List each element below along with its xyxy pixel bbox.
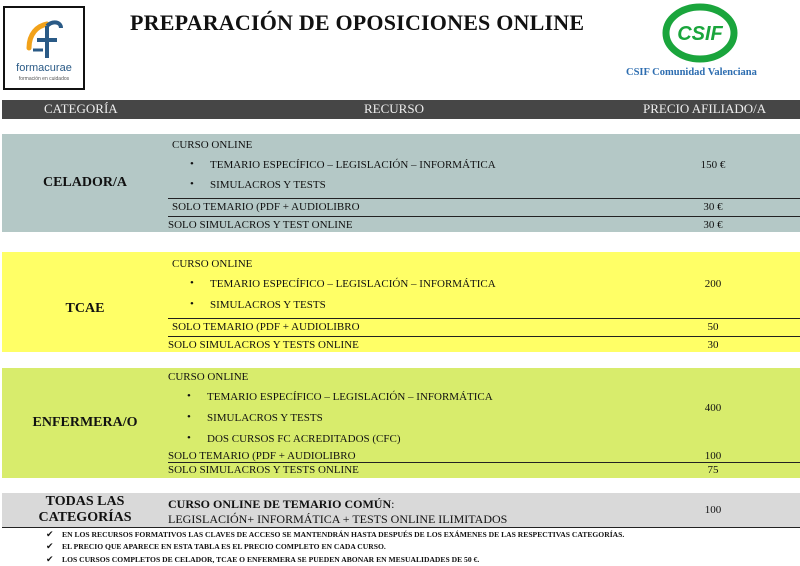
table-header [2, 100, 800, 119]
csif-logo-icon [660, 2, 740, 64]
course-price: 200 [704, 278, 722, 290]
bullet-item: SIMULACROS Y TESTS [207, 412, 323, 424]
row-price: 30 € [703, 201, 723, 213]
common-course-detail: LEGISLACIÓN+ INFORMÁTICA + TESTS ONLINE ILIMITADOS [168, 512, 508, 526]
logo-subtitle: formación en cuidados [18, 76, 70, 82]
bullet-icon: • [187, 411, 191, 423]
category-enfermera: ENFERMERA/O [32, 415, 138, 430]
row-label: SOLO SIMULACROS Y TESTS ONLINE [168, 464, 359, 476]
category-todas [2, 494, 168, 526]
common-course-price: 100 [704, 504, 722, 516]
row-price: 30 [707, 339, 719, 351]
header-recurso: RECURSO [364, 101, 424, 116]
row-divider [168, 216, 800, 217]
course-label: CURSO ONLINE [172, 139, 253, 151]
row-label: SOLO TEMARIO (PDF + AUDIOLIBRO [172, 201, 360, 213]
header-categoria: CATEGORÍA [44, 101, 118, 116]
row-divider [168, 318, 800, 319]
note-item: EN LOS RECURSOS FORMATIVOS LAS CLAVES DE ACCESO SE MANTENDRÁN HASTA DESPUÉS DE LOS EXÁMENES DE LAS RESPECTIVAS CATEGORÍAS. [62, 530, 625, 539]
check-icon: ✔ [46, 541, 54, 551]
row-price: 30 € [703, 219, 723, 231]
common-course-title-tail: : [391, 497, 395, 511]
note-item: LOS CURSOS COMPLETOS DE CELADOR, TCAE O ENFERMERA SE PUEDEN ABONAR EN MESUALIDADES DE 50 €. [62, 555, 480, 564]
formacurae-logo [3, 6, 85, 90]
course-label: CURSO ONLINE [172, 258, 253, 270]
bullet-item: SIMULACROS Y TESTS [210, 179, 326, 191]
row-label: SOLO SIMULACROS Y TESTS ONLINE [168, 339, 359, 351]
bullet-icon: • [190, 178, 194, 190]
category-todas-line1: TODAS LAS [45, 494, 125, 509]
csif-caption: CSIF Comunidad Valenciana [626, 67, 757, 78]
row-price: 50 [707, 321, 719, 333]
bullet-item: DOS CURSOS FC ACREDITADOS (CFC) [207, 433, 401, 445]
row-divider [168, 198, 800, 199]
page-title: PREPARACIÓN DE OPOSICIONES ONLINE [130, 10, 585, 35]
formacurae-emblem-icon [23, 18, 67, 62]
course-price: 150 € [700, 159, 726, 171]
common-course-title-bold: CURSO ONLINE DE TEMARIO COMÚN [168, 497, 392, 511]
course-price: 400 [704, 402, 722, 414]
category-todas-line2: CATEGORÍAS [38, 510, 132, 525]
table-bottom-line [2, 527, 800, 528]
row-price: 100 [704, 450, 722, 462]
bullet-item: TEMARIO ESPECÍFICO – LEGISLACIÓN – INFORMÁTICA [210, 278, 496, 290]
row-divider [168, 336, 800, 337]
bullet-item: SIMULACROS Y TESTS [210, 299, 326, 311]
course-label: CURSO ONLINE [168, 371, 249, 383]
note-item: EL PRECIO QUE APARECE EN ESTA TABLA ES EL PRECIO COMPLETO EN CADA CURSO. [62, 542, 386, 551]
bullet-item: TEMARIO ESPECÍFICO – LEGISLACIÓN – INFORMÁTICA [207, 391, 493, 403]
bullet-icon: • [187, 390, 191, 402]
bullet-icon: • [190, 298, 194, 310]
row-label: SOLO TEMARIO (PDF + AUDIOLIBRO [172, 321, 360, 333]
bullet-icon: • [187, 432, 191, 444]
category-celador: CELADOR/A [42, 175, 127, 190]
row-divider [168, 462, 800, 463]
category-tcae: TCAE [65, 301, 105, 316]
row-label: SOLO TEMARIO (PDF + AUDIOLIBRO [168, 450, 356, 462]
logo-name: formacurae [16, 62, 72, 74]
bullet-icon: • [190, 158, 194, 170]
row-price: 75 [707, 464, 719, 476]
common-course-title [168, 497, 394, 512]
row-label: SOLO SIMULACROS Y TEST ONLINE [168, 219, 353, 231]
csif-logo-text: CSIF [677, 23, 723, 45]
check-icon: ✔ [46, 529, 54, 539]
header-precio: PRECIO AFILIADO/A [643, 101, 767, 116]
bullet-item: TEMARIO ESPECÍFICO – LEGISLACIÓN – INFORMÁTICA [210, 159, 496, 171]
bullet-icon: • [190, 277, 194, 289]
check-icon: ✔ [46, 554, 54, 564]
